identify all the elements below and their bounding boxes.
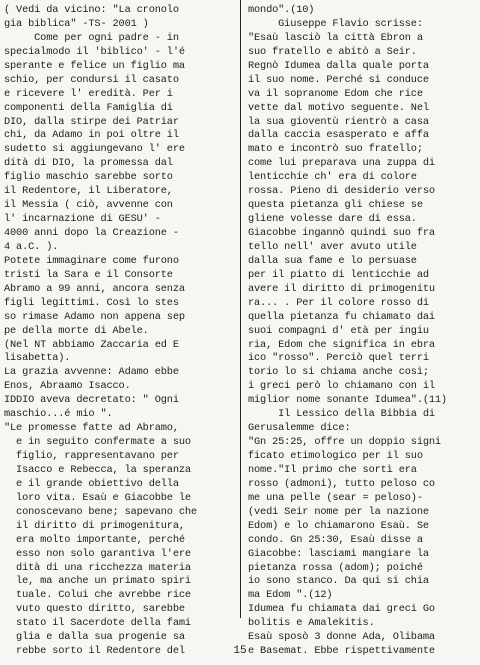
text-line: ficato etimologico per il suo — [248, 450, 423, 462]
text-line: ico "rosso". Perciò quel terri — [248, 352, 429, 365]
text-line: Come per ogni padre - in — [4, 31, 179, 44]
text-line: DIO, dalla stirpe dei Patriar — [4, 115, 179, 128]
text-line: chi, da Adamo in poi oltre il — [4, 129, 179, 142]
text-line: bolitis e Amalekitis. — [248, 617, 375, 630]
text-line: io sono stanco. Da qui si chia — [248, 575, 429, 588]
text-line: e ricevere l' eredità. Per i — [4, 87, 173, 100]
text-line: avere il diritto di primogenitu — [248, 282, 435, 295]
text-line: e in seguito confermate a suo — [4, 436, 191, 449]
text-line: ra... . Per il colore rosso di — [248, 296, 429, 309]
text-line: Idumea fu chiamata dai greci Go — [248, 603, 435, 616]
left-text-column — [4, 4, 236, 659]
text-line: componenti della Famiglia di — [4, 101, 173, 114]
text-line: suoi compagni d' età per ingiu — [248, 324, 429, 337]
text-line: l' incarnazione di GESU' - — [4, 213, 161, 226]
text-line: le, ma anche un primato spiri — [4, 575, 191, 588]
text-line: maschio...é mio ". — [4, 408, 113, 421]
text-line: glia e dalla sua progenie sa — [4, 631, 185, 644]
text-line: rebbe sorto il Redentore del — [4, 645, 185, 658]
text-line: dalla sua fame e lo persuase — [248, 254, 417, 267]
text-line: questa pietanza gli chiese se — [248, 199, 423, 212]
text-line: 4 a.C. ). — [4, 240, 59, 253]
text-line: 4000 anni dopo la Creazione - — [4, 227, 179, 239]
text-line: e il grande obiettivo della — [4, 477, 179, 490]
text-line: stato il Sacerdote della fami — [4, 617, 191, 630]
text-line: sperante e felice un figlio ma — [4, 59, 185, 72]
text-line: schio, per condursi il casato — [4, 73, 179, 86]
text-line: esso non solo garantiva l'ere — [4, 547, 191, 560]
text-line: Enos, Abraamo Isacco. — [4, 380, 131, 393]
text-line: me una pelle (sear = peloso)- — [248, 491, 423, 504]
text-line: tello nell' aver avuto utile — [248, 240, 417, 253]
text-line: Giacobbe: lasciami mangiare la — [248, 547, 429, 560]
text-line: La grazia avvenne: Adamo ebbe — [4, 366, 179, 379]
text-line: come lui preparava una zuppa di — [248, 157, 435, 170]
right-text-column — [248, 4, 476, 659]
text-line: vuto questo diritto, sarebbe — [4, 603, 185, 616]
text-line: figlio maschio sarebbe sorto — [4, 171, 173, 184]
text-line: gliene volesse dare di essa. — [248, 213, 417, 226]
text-line: vette dal motivo seguente. Nel — [248, 101, 429, 114]
text-line: quella pietanza fu chiamato dai — [248, 310, 435, 323]
text-line: mondo".(10) — [248, 4, 315, 16]
text-line: specialmodo il 'biblico' - l'é — [4, 45, 185, 58]
page-number: 15 — [233, 645, 247, 657]
text-line: la sua gioventù rientrò a casa — [248, 115, 429, 128]
text-line: conoscevano bene; sapevano che — [4, 505, 197, 518]
text-line: (vedi Seir nome per la nazione — [248, 505, 429, 518]
text-line: nome."Il primo che sortì era — [248, 463, 417, 476]
text-line: sudetto si aggiungevano l' ere — [4, 143, 185, 156]
text-line: rossa. Pieno di desiderio verso — [248, 185, 435, 198]
text-line: il Redentore, il Liberatore, — [4, 185, 173, 198]
text-line: Edom) e lo chiamarono Esaù. Se — [248, 519, 429, 532]
text-line: ma Edom ".(12) — [248, 589, 333, 602]
text-line: lisabetta). — [4, 352, 71, 365]
text-line: dità di una ricchezza materia — [4, 561, 191, 574]
text-line: tristi la Sara e il Consorte — [4, 268, 173, 281]
text-line: lenticchie ch' era di colore — [248, 171, 417, 184]
text-line: il diritto di primogenitura, — [4, 519, 185, 532]
text-line: rosso (admoni), tutto peloso co — [248, 477, 435, 490]
text-line: il Messia ( ciò, avvenne con — [4, 199, 173, 212]
text-line: IDDIO aveva decretato: " Ogni — [4, 394, 179, 407]
text-line: ( Vedi da vicino: "La cronolo — [4, 4, 179, 16]
text-line: il suo nome. Perché si conduce — [248, 73, 429, 86]
text-line: suo fratello e abitò a Seir. — [248, 45, 417, 58]
text-line: so rimase Adamo non appena sep — [4, 310, 185, 323]
text-line: Isacco e Rebecca, la speranza — [4, 463, 191, 476]
text-line: ria, Edom che significa in ebra — [248, 338, 435, 351]
text-line: condo. Gn 25:30, Esaù disse a — [248, 533, 423, 546]
text-line: loro vita. Esaù e Giacobbe le — [4, 491, 191, 504]
text-line: e Basemat. Ebbe rispettivamente — [248, 645, 435, 658]
text-line: va il sopranome Edom che rice — [248, 87, 423, 100]
text-line: Potete immaginare come furono — [4, 254, 179, 267]
text-line: Esaù sposò 3 donne Ada, Olibama — [248, 631, 435, 644]
text-line: dità di DIO, la promessa dal — [4, 157, 173, 170]
text-line: figlio, rappresentavano per — [4, 450, 179, 462]
text-line: gia biblica" -TS- 2001 ) — [4, 17, 149, 30]
text-line: torio lo si chiama anche così; — [248, 366, 429, 379]
text-line: tuale. Colui che avrebbe rice — [4, 589, 191, 602]
text-line: pe della morte di Abele. — [4, 324, 149, 337]
text-line: Gerusalemme dice: — [248, 422, 351, 435]
text-line: miglior nome sonante Idumea".(11) — [248, 394, 447, 407]
column-divider — [240, 0, 241, 618]
text-line: Giacobbe ingannò quindi suo fra — [248, 227, 435, 239]
text-line: Il Lessico della Bibbia di — [248, 408, 435, 421]
text-line: mato e incontrò suo fratello; — [248, 143, 423, 156]
text-line: era molto importante, perché — [4, 533, 185, 546]
text-line: "Le promesse fatte ad Abramo, — [4, 422, 179, 435]
text-line: "Esaù lasciò la città Ebron a — [248, 31, 423, 44]
text-line: pietanza rossa (adom); poiché — [248, 561, 423, 574]
text-line: Giuseppe Flavio scrisse: — [248, 17, 423, 30]
text-line: Abramo a 99 anni, ancora senza — [4, 282, 185, 295]
text-line: figli legittimi. Così lo stes — [4, 296, 179, 309]
text-line: Regnò Idumea dalla quale porta — [248, 59, 429, 72]
text-line: (Nel NT abbiamo Zaccaria ed E — [4, 338, 179, 351]
text-line: i greci però lo chiamano con il — [248, 380, 435, 393]
text-line: per il piatto di lenticchie ad — [248, 268, 429, 281]
text-line: dalla caccia esasperato e affa — [248, 129, 429, 142]
text-line: "Gn 25:25, offre un doppio signi — [248, 436, 441, 449]
